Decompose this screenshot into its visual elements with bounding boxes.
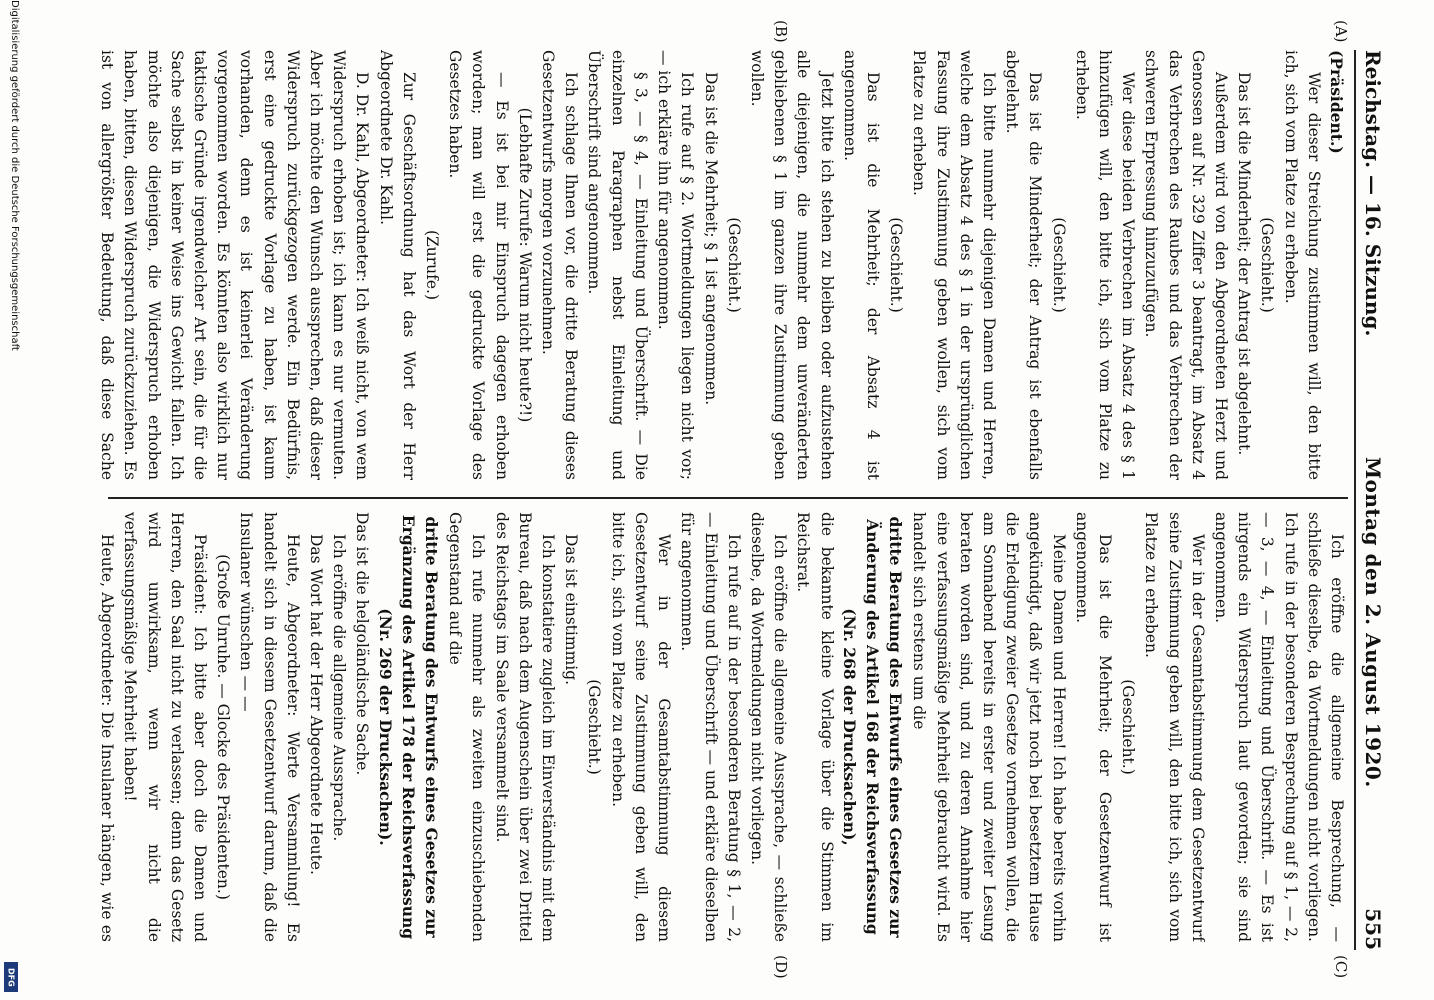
- column-divider: [108, 497, 1348, 499]
- margin-marker-d: (D): [772, 955, 790, 979]
- paragraph: — Es ist bei mir Einspruch dagegen erhoben worden; man will erst die gedruckte Vorlage des Gesetzes haben.: [446, 50, 511, 480]
- right-column: [98, 512, 1348, 942]
- paragraph: Das ist die Mehrheit; § 1 ist angenommen.: [701, 72, 720, 406]
- paragraph: Ich bitte nunmehr diejenigen Damen und Herren, welche dem Absatz 4 des § 1 in der ursprünglichen Fassung ihre Zustimmung geben wollen, sich vom Platze zu erheben.: [910, 50, 998, 480]
- paragraph: Ich rufe auf in der besonderen Beratung § 1, — 2, — Einleitung und Überschrift — und erkläre dieselben für angenommen.: [678, 512, 743, 942]
- digitization-credit-text: Digitalisierung gefördert durch die Deutsche Forschungsgemeinschaft: [9, 0, 20, 351]
- paragraph: Wer diese beiden Verbrechen im Absatz 4 des § 1 hinzufügen will, den bitte ich, sich vom Platze zu erheben.: [1072, 50, 1138, 480]
- paragraph: Ich konstatiere zugleich im Einverständnis mit dem Bureau, daß nach dem Augenschein über zwei Drittel des Reichstags im Saale versammelt sind.: [492, 512, 558, 942]
- paragraph: Das Wort hat der Herr Abgeordnete Heute.: [307, 534, 326, 875]
- paragraph: (Geschieht.): [1119, 679, 1138, 775]
- header-date: Montag den 2. August 1920.: [1361, 456, 1385, 788]
- paragraph: D. Dr. Kahl, Abgeordneter: Ich weiß nicht, von wem Widerspruch erhoben ist; ich kann es nur vermuten. Aber ich möchte den Wunsch aussprechen, daß dieser Widerspruch zurückgezogen werde. Ein Bedürfnis, erst eine gedruckte Vorlage zu haben, ist kaum vorhanden, denn es ist keinerlei Veränderung vorgenommen worden. Es könnten also wirklich nur taktische Gründe irgendwelcher Art sein, die für die Sache selbst in keiner Weise ins Gewicht fallen. Ich möchte also diejenigen, die Widerspruch erhoben haben, bitten, diesen Widerspruch zurückzuziehen. Es ist von allergrößter Bedeutung, daß diese Sache: [98, 50, 372, 480]
- header-left: Reichstag. — 16. Sitzung.: [1361, 50, 1385, 337]
- left-column: [98, 50, 1348, 480]
- paragraph: dritte Beratung des Entwurfs eines Gesetzes zur Ergänzung des Artikel 178 der Reichsverfassung (Nr. 269 der Drucksachen).: [375, 514, 442, 940]
- paragraph: (Geschieht.): [724, 217, 743, 313]
- paragraph: Das ist die Minderheit; der Antrag ist ebenfalls abgelehnt.: [1003, 50, 1045, 480]
- paragraph: (Lebhafte Zurufe: Warum nicht heute?!): [515, 107, 534, 423]
- paragraph: Zur Geschäftsordnung hat das Wort der Herr Abgeordnete Dr. Kahl.: [376, 50, 418, 480]
- digitization-credit: [2, 0, 24, 1000]
- paragraph: § 3, — § 4, — Einleitung und Überschrift. — Die einzelnen Paragraphen nebst Einleitung und Überschrift sind angenommen.: [585, 50, 650, 480]
- paragraph: Präsident: Ich bitte aber doch die Damen und Herren, den Saal nicht zu verlassen; denn das Gesetz wird unwirksam, wenn wir nicht die verfassungsmäßige Mehrheit haben!: [121, 512, 210, 942]
- paragraph: Ich rufe nunmehr als zweiten einzuschiebenden Gegenstand auf die: [446, 512, 488, 942]
- rotated-newspaper-page: [90, 20, 1390, 979]
- margin-marker-a: (A): [1332, 20, 1350, 43]
- paragraph: Das ist einstimmig.: [562, 534, 581, 686]
- paragraph: Ich eröffne die allgemeine Aussprache, — schließe dieselbe, da Wortmeldungen nicht vorliegen.: [747, 512, 790, 942]
- paragraph: Wer in der Gesamtabstimmung diesem Gesetzentwurf seine Zustimmung geben will, den bitte ich, sich vom Platze zu erheben.: [608, 512, 674, 942]
- paragraph: Wer dieser Streichung zustimmen will, den bitte ich, sich vom Platze zu erheben.: [1281, 50, 1323, 480]
- paragraph: Das ist die Minderheit; der Antrag ist abgelehnt.: [1235, 72, 1254, 456]
- paragraph: Das ist die helgoländische Sache.: [353, 512, 372, 776]
- margin-marker-b: (B): [772, 20, 790, 43]
- dfg-logo: [4, 962, 18, 992]
- paragraph: Wer in der Gesamtabstimmung dem Gesetzentwurf seine Zustimmung geben will, den bitte ich, sich vom Platze zu erheben.: [1142, 512, 1207, 942]
- paragraph: Heute, Abgeordneter: Die Insulaner hängen, wie es: [98, 534, 117, 942]
- paragraph: (Geschieht.): [1258, 217, 1277, 313]
- paragraph: dritte Beratung des Entwurfs eines Gesetzes zur Änderung des Artikel 168 der Reichsverfassung (Nr. 268 der Drucksachen),: [839, 516, 906, 938]
- paragraph: Das ist die Mehrheit; der Absatz 4 ist angenommen.: [840, 50, 882, 480]
- paragraph: (Zurufe.): [423, 229, 442, 301]
- paragraph: Jetzt bitte ich stehen zu bleiben oder aufzustehen alle diejenigen, die nunmehr dem unveränderten gebliebenen § 1 im ganzen ihre Zustimmung geben wollen.: [747, 50, 836, 480]
- paragraph: Das ist die Mehrheit; der Gesetzentwurf ist angenommen.: [1072, 512, 1114, 942]
- paragraph: Meine Damen und Herren! Ich habe bereits vorhin angekündigt, daß wir jetzt noch bei besetztem Hause die Erledigung zweier Gesetze vornehmen wollen, die am Sonnabend bereits in erster und zweiter Lesung beraten worden sind, und zu deren Annahme hier eine verfassungsmäßige Mehrheit gebraucht wird. Es handelt sich erstens um die: [910, 512, 1068, 942]
- paragraph: (Geschieht.): [887, 217, 906, 313]
- paragraph: (Geschieht.): [1049, 217, 1068, 313]
- margin-marker-c: (C): [1332, 955, 1350, 979]
- paragraph: Ich eröffne die allgemeine Besprechung, — schließe dieselbe, da Wortmeldungen nicht vorliegen. Ich rufe in der besonderen Besprechung auf § 1, — 2, — 3, — 4, — Einleitung und Überschrift. — Es ist nirgends ein Widerspruch laut geworden; sie sind angenommen.: [1211, 512, 1346, 942]
- paragraph: Ich eröffne die allgemeine Aussprache.: [330, 534, 349, 842]
- paragraph: Ich rufe auf § 2. Wortmeldungen liegen nicht vor; — ich erkläre ihn für angenommen.: [655, 50, 697, 480]
- paragraph: die bekannte kleine Vorlage über die Stimmen im Reichsrat.: [794, 512, 836, 942]
- paragraph: Außerdem wird von den Abgeordneten Herzt und Genossen auf Nr. 329 Ziffer 3 beantragt, im Absatz 4 das Verbrechen des Raubes und das Verbrechen der schweren Erpressung hinzuzufügen.: [1142, 50, 1230, 480]
- paragraph: Ich schlage Ihnen vor, die dritte Beratung dieses Gesetzentwurfs morgen vorzunehmen.: [539, 50, 581, 480]
- paragraph: Heute, Abgeordneter: Werte Versammlung! Es handelt sich in diesem Gesetzentwurf darum, daß die Insulaner wünschen — —: [237, 512, 302, 942]
- paragraph: (Große Unruhe. — Glocke des Präsidenten.): [214, 554, 233, 900]
- dfg-logo-text: DFG: [6, 967, 16, 987]
- page-number: 555: [1361, 908, 1385, 950]
- paragraph: (Präsident.): [1327, 50, 1346, 154]
- page-header: [1354, 50, 1390, 950]
- paragraph: (Geschieht.): [585, 679, 604, 775]
